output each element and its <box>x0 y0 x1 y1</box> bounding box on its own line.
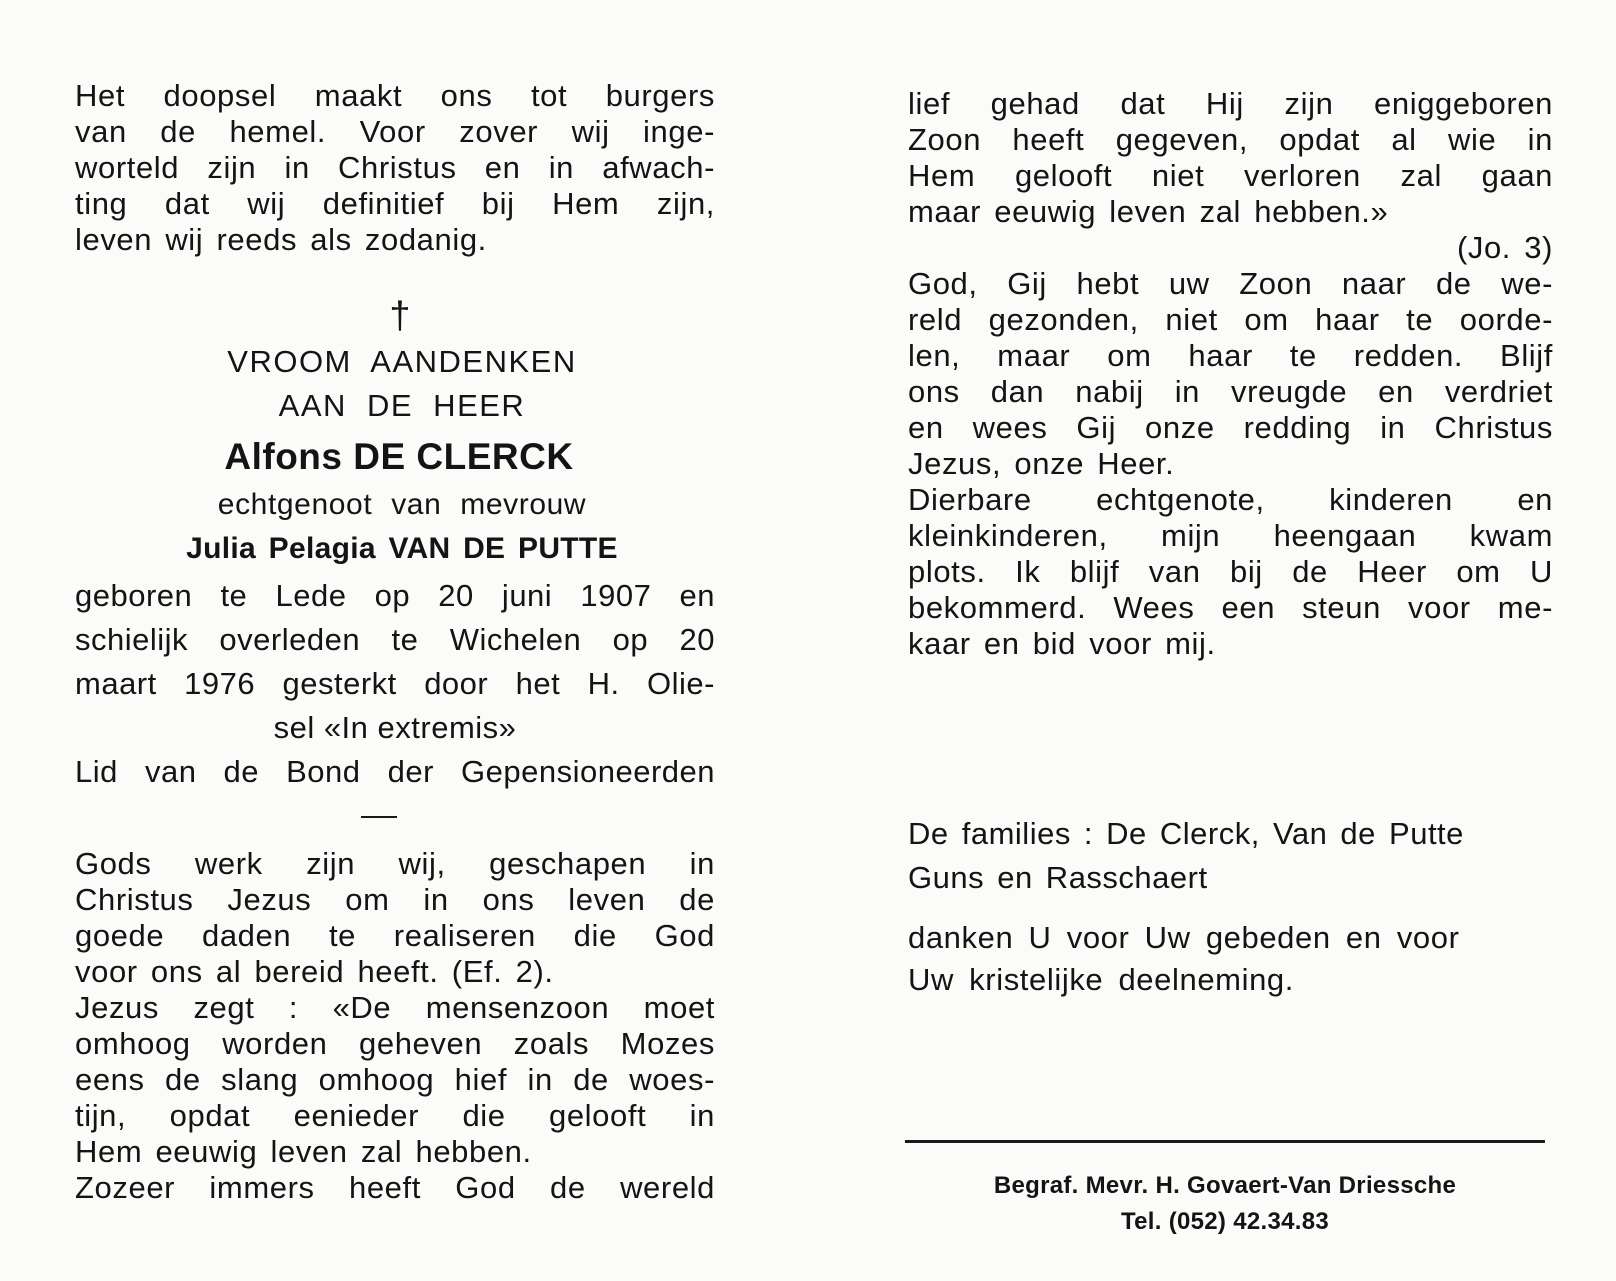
text-line: Hem gelooft niet verloren zal gaan <box>908 158 1553 193</box>
text-line: Jezus zegt : «De mensenzoon moet <box>75 990 715 1025</box>
text-line: voor ons al bereid heeft. (Ef. 2). <box>75 954 554 989</box>
prayer-paragraph <box>908 266 1553 482</box>
separator-dash <box>361 816 397 818</box>
left-column <box>75 78 715 1206</box>
text-line: maar eeuwig leven zal hebben.» <box>908 194 1389 229</box>
farewell-paragraph <box>908 482 1553 662</box>
text-line: Zozeer immers heeft God de wereld <box>75 1170 715 1205</box>
scripture-paragraph-right <box>908 86 1553 266</box>
funeral-director-imprint <box>905 1168 1545 1240</box>
scripture-paragraph-left <box>75 846 715 1206</box>
text-line: eens de slang omhoog hief in de woes- <box>75 1062 715 1097</box>
bio-line: schielijk overleden te Wichelen op 20 <box>75 622 715 657</box>
text-line: ons dan nabij in vreugde en verdriet <box>908 374 1553 409</box>
text-line: bekommerd. Wees een steun voor me- <box>908 590 1553 625</box>
bio-line: sel «In extremis» <box>273 710 517 745</box>
family-line: De families : De Clerck, Van de Putte <box>908 816 1464 851</box>
text-line: len, maar om haar te redden. Blijf <box>908 338 1553 373</box>
text-line: kleinkinderen, mijn heengaan kwam <box>908 518 1553 553</box>
text-line: Jezus, onze Heer. <box>908 446 1175 481</box>
text-line: leven wij reeds als zodanig. <box>75 222 487 257</box>
bio-line: Lid van de Bond der Gepensioneerden <box>75 754 715 789</box>
thanks-text <box>908 917 1553 1001</box>
baptism-paragraph <box>75 78 715 258</box>
cross-icon: † <box>389 295 411 337</box>
memorial-heading-line1: VROOM AANDENKEN <box>227 344 577 379</box>
thanks-line: danken U voor Uw gebeden en voor <box>908 920 1460 955</box>
footer-rule <box>905 1140 1545 1143</box>
spouse-name: Julia Pelagia VAN DE PUTTE <box>186 532 618 565</box>
text-line: van de hemel. Voor zover wij inge- <box>75 114 715 149</box>
text-line: goede daden te realiseren die God <box>75 918 715 953</box>
text-line: Zoon heeft gegeven, opdat al wie in <box>908 122 1553 157</box>
text-line: Hem eeuwig leven zal hebben. <box>75 1134 532 1169</box>
text-line: kaar en bid voor mij. <box>908 626 1216 661</box>
right-column <box>908 86 1553 1001</box>
scripture-reference: (Jo. 3) <box>1456 230 1553 265</box>
text-line: ting dat wij definitief bij Hem zijn, <box>75 186 715 221</box>
spacer <box>908 662 1553 812</box>
thanks-line: Uw kristelijke deelneming. <box>908 962 1294 997</box>
family-names <box>908 812 1553 900</box>
biography <box>75 574 715 794</box>
text-line: worteld zijn in Christus en in afwach- <box>75 150 715 185</box>
funeral-director-phone: Tel. (052) 42.34.83 <box>1120 1208 1330 1235</box>
funeral-director-name: Begraf. Mevr. H. Govaert-Van Driessche <box>993 1172 1457 1199</box>
text-line: plots. Ik blijf van bij de Heer om U <box>908 554 1553 589</box>
text-line: tijn, opdat eenieder die gelooft in <box>75 1098 715 1133</box>
text-line: God, Gij hebt uw Zoon naar de we- <box>908 266 1553 301</box>
spouse-intro: echtgenoot van mevrouw <box>217 488 587 521</box>
text-line: Dierbare echtgenote, kinderen en <box>908 482 1553 517</box>
text-line: lief gehad dat Hij zijn eniggeboren <box>908 86 1553 121</box>
family-line: Guns en Rasschaert <box>908 860 1208 895</box>
text-line: reld gezonden, niet om haar te oorde- <box>908 302 1553 337</box>
memorial-heading-line2: AAN DE HEER <box>278 388 526 423</box>
text-line: Het doopsel maakt ons tot burgers <box>75 78 715 113</box>
text-line: Christus Jezus om in ons leven de <box>75 882 715 917</box>
deceased-name: Alfons DE CLERCK <box>224 436 574 477</box>
text-line: en wees Gij onze redding in Christus <box>908 410 1553 445</box>
bio-line: maart 1976 gesterkt door het H. Olie- <box>75 666 715 701</box>
text-line: Gods werk zijn wij, geschapen in <box>75 846 715 881</box>
bio-line: geboren te Lede op 20 juni 1907 en <box>75 578 715 613</box>
text-line: omhoog worden geheven zoals Mozes <box>75 1026 715 1061</box>
